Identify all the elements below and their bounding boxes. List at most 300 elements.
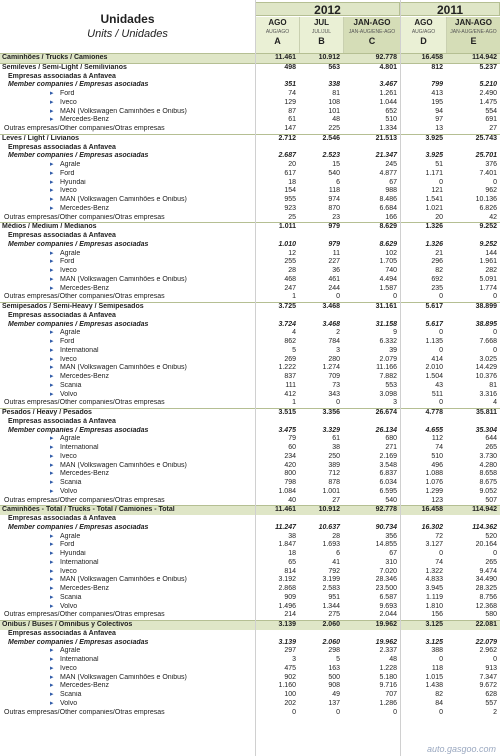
- cell-d: 21: [435, 249, 443, 257]
- cell-e: 35.304: [475, 426, 497, 434]
- table-row: [0, 170, 500, 179]
- cell-b: 227: [328, 258, 340, 266]
- cell-e: 4: [493, 399, 497, 407]
- table-row: [0, 321, 500, 330]
- cell-d: 1.322: [425, 567, 443, 575]
- row-label: Member companies / Empresas asociadas: [8, 240, 149, 248]
- year-2012-header: 2012: [255, 2, 400, 16]
- table-row: [0, 691, 500, 700]
- cell-a: 3.475: [278, 426, 296, 434]
- cell-e: 9.052: [479, 487, 497, 495]
- cell-e: 25.743: [475, 134, 497, 142]
- cell-e: 5.091: [479, 275, 497, 283]
- cell-d: 4.778: [425, 409, 443, 416]
- row-label: Empresas associadas à Anfavea: [8, 629, 116, 637]
- cell-a: 20: [288, 161, 296, 168]
- table-row: [0, 408, 500, 418]
- cell-d: 72: [435, 532, 443, 540]
- cell-e: 7.401: [479, 169, 497, 177]
- cell-b: 792: [328, 567, 340, 575]
- table-row: [0, 665, 500, 674]
- cell-a: 60: [288, 444, 296, 451]
- cell-a: 129: [284, 98, 296, 106]
- cell-d: 0: [439, 329, 443, 337]
- cell-d: 388: [431, 647, 443, 655]
- cell-c: 67: [389, 178, 397, 186]
- table-row: [0, 497, 500, 506]
- cell-c: 9: [393, 329, 397, 337]
- cell-e: 1.475: [479, 98, 497, 106]
- cell-c: 988: [385, 187, 397, 195]
- cell-b: 951: [328, 593, 340, 601]
- cell-e: 0: [493, 346, 497, 354]
- cell-d: 121: [431, 187, 443, 195]
- cell-a: 412: [284, 390, 296, 398]
- cell-b: 3.356: [322, 409, 340, 416]
- row-label: ▸ Agrale: [0, 250, 254, 259]
- table-row: [0, 620, 500, 630]
- column-month: JAN-AGO: [353, 18, 391, 27]
- cell-d: 1.326: [425, 223, 443, 231]
- cell-e: 9.252: [479, 223, 497, 231]
- cell-b: 1.344: [322, 602, 340, 610]
- table-row: [0, 312, 500, 321]
- cell-b: 709: [328, 373, 340, 380]
- cell-c: 39: [389, 346, 397, 354]
- cell-e: 14.429: [475, 364, 497, 372]
- cell-d: 97: [435, 116, 443, 124]
- cell-b: 3: [336, 346, 340, 354]
- column-sub: AUG/AGO: [265, 29, 290, 35]
- cell-b: 1.693: [322, 541, 340, 549]
- cell-c: 2.044: [379, 611, 397, 619]
- cell-a: 74: [288, 90, 296, 97]
- table-row: [0, 81, 500, 90]
- cell-c: 540: [385, 496, 397, 504]
- table-row: [0, 161, 500, 170]
- table-row: [0, 585, 500, 594]
- cell-b: 784: [328, 338, 340, 345]
- cell-b: 389: [328, 461, 340, 469]
- cell-e: 554: [485, 107, 497, 115]
- table-row: [0, 364, 500, 373]
- table-row: [0, 559, 500, 568]
- cell-a: 3.192: [278, 576, 296, 584]
- table-row: [0, 73, 500, 82]
- cell-a: 11.247: [275, 523, 296, 531]
- table-row: [0, 152, 500, 161]
- table-row: [0, 611, 500, 620]
- cell-c: 166: [385, 213, 397, 221]
- cell-e: 282: [485, 267, 497, 274]
- cell-e: 0: [493, 178, 497, 186]
- cell-a: 25: [288, 213, 296, 221]
- table-row: [0, 285, 500, 294]
- cell-c: 26.134: [375, 426, 397, 434]
- row-label: ▸ Volvo: [0, 603, 254, 612]
- cell-b: 878: [328, 479, 340, 486]
- cell-b: 6: [336, 550, 340, 557]
- cell-c: 652: [385, 107, 397, 115]
- row-label: Member companies / Empresas asociadas: [8, 81, 149, 89]
- cell-d: 3.925: [425, 152, 443, 160]
- cell-e: 1.961: [479, 258, 497, 266]
- cell-e: 8.756: [479, 593, 497, 601]
- cell-e: 22.081: [475, 621, 497, 628]
- cell-d: 195: [431, 98, 443, 106]
- row-label: ▸ Ford: [0, 170, 254, 179]
- cell-a: 2.868: [278, 585, 296, 592]
- cell-c: 1.334: [379, 125, 397, 132]
- cell-c: 1.044: [379, 98, 397, 106]
- cell-c: 740: [385, 267, 397, 274]
- cell-b: 563: [328, 63, 340, 71]
- row-label: Leves / Light / Livianos: [2, 134, 80, 142]
- cell-c: 6.684: [379, 204, 397, 212]
- row-label: ▸ Volvo: [0, 391, 254, 400]
- column-sub: JUL/JUL: [311, 29, 332, 35]
- cell-b: 3.329: [322, 426, 340, 434]
- cell-c: 680: [385, 435, 397, 443]
- table-body: [0, 53, 500, 717]
- cell-a: 1: [292, 399, 296, 407]
- table-row: [0, 99, 500, 108]
- cell-b: 250: [328, 452, 340, 460]
- table-row: [0, 382, 500, 391]
- cell-c: 8.629: [379, 240, 397, 248]
- cell-c: 6.332: [379, 338, 397, 345]
- cell-b: 15: [332, 161, 340, 168]
- cell-b: 23: [332, 213, 340, 221]
- cell-a: 247: [284, 284, 296, 292]
- row-label: ▸ Iveco: [0, 356, 254, 365]
- cell-d: 812: [431, 63, 443, 71]
- table-row: [0, 709, 500, 718]
- cell-e: 3.025: [479, 355, 497, 363]
- cell-d: 3.125: [425, 621, 443, 628]
- table-row: [0, 108, 500, 117]
- row-label: Pesados / Heavy / Pesados: [2, 409, 92, 416]
- column-divider: [400, 0, 401, 756]
- cell-a: 798: [284, 479, 296, 486]
- row-label: Empresas associadas à Anfavea: [8, 232, 116, 239]
- row-label: ▸ Volvo: [0, 700, 254, 709]
- cell-d: 1.326: [425, 240, 443, 248]
- cell-a: 3.139: [278, 621, 296, 628]
- cell-b: 28: [332, 532, 340, 540]
- cell-d: 16.302: [421, 523, 443, 531]
- row-label: ▸ Scania: [0, 594, 254, 603]
- watermark: auto.gasgoo.com: [426, 744, 496, 754]
- cell-c: 8.629: [379, 223, 397, 231]
- cell-a: 2.712: [278, 134, 296, 142]
- cell-d: 414: [431, 355, 443, 363]
- table-row: [0, 453, 500, 462]
- row-label: Outras empresas/Other companies/Otras empresas: [4, 611, 165, 619]
- cell-c: 90.734: [375, 523, 397, 531]
- cell-d: 0: [439, 550, 443, 557]
- cell-a: 1.847: [278, 541, 296, 549]
- cell-a: 255: [284, 258, 296, 266]
- row-label: Empresas associadas à Anfavea: [8, 311, 116, 319]
- cell-c: 6.595: [379, 487, 397, 495]
- cell-e: 9.252: [479, 240, 497, 248]
- cell-c: 11.166: [376, 364, 397, 372]
- cell-b: 108: [328, 98, 340, 106]
- cell-c: 3.098: [379, 390, 397, 398]
- cell-c: 310: [385, 558, 397, 566]
- row-label: ▸ Scania: [0, 382, 254, 391]
- cell-b: 1.001: [322, 487, 340, 495]
- cell-e: 10.136: [475, 196, 497, 203]
- row-label: ▸ Iveco: [0, 665, 254, 674]
- cell-d: 296: [431, 258, 443, 266]
- table-row: [0, 639, 500, 648]
- cell-b: 540: [328, 169, 340, 177]
- cell-a: 11.461: [274, 506, 296, 514]
- cell-a: 18: [288, 178, 296, 186]
- column-sub: AUG/AGO: [411, 29, 436, 35]
- row-label: Outras empresas/Other companies/Otras empresas: [4, 399, 165, 407]
- row-label: ▸ Agrale: [0, 647, 254, 656]
- cell-e: 34.490: [475, 576, 497, 584]
- row-label: ▸ Iveco: [0, 99, 254, 108]
- cell-a: 1: [292, 293, 296, 301]
- cell-a: 1.496: [278, 602, 296, 610]
- table-row: [0, 222, 500, 232]
- row-label: ▸ Scania: [0, 691, 254, 700]
- cell-e: 12.368: [475, 602, 497, 610]
- row-label: Semileves / Semi-Light / Semilivianos: [2, 63, 127, 71]
- cell-d: 20: [435, 213, 443, 221]
- cell-e: 507: [485, 496, 497, 504]
- cell-d: 692: [431, 275, 443, 283]
- cell-e: 1.774: [479, 284, 497, 292]
- cell-c: 1.228: [379, 664, 397, 672]
- table-row: [0, 435, 500, 444]
- row-label: ▸ Volvo: [0, 488, 254, 497]
- cell-d: 511: [431, 390, 443, 398]
- cell-e: 0: [493, 550, 497, 557]
- table-row: [0, 329, 500, 338]
- cell-d: 1.504: [425, 373, 443, 380]
- table-header: [0, 0, 500, 53]
- cell-a: 3.139: [278, 638, 296, 646]
- cell-c: 510: [385, 116, 397, 124]
- cell-b: 1.274: [322, 364, 340, 372]
- cell-c: 92.778: [375, 54, 397, 61]
- row-label: Empresas associadas à Anfavea: [8, 515, 116, 522]
- table-row: [0, 196, 500, 205]
- row-label: ▸ Mercedes-Benz: [0, 682, 254, 691]
- cell-c: 3.467: [379, 81, 397, 89]
- cell-b: 338: [328, 81, 340, 89]
- cell-d: 16.458: [421, 54, 443, 61]
- cell-a: 234: [284, 452, 296, 460]
- cell-a: 269: [284, 355, 296, 363]
- cell-c: 6.034: [379, 479, 397, 486]
- cell-d: 112: [431, 435, 443, 443]
- cell-e: 114.942: [472, 54, 497, 61]
- table-row: [0, 90, 500, 99]
- column-divider: [255, 0, 256, 756]
- cell-c: 1.286: [379, 699, 397, 707]
- table-row: [0, 524, 500, 533]
- cell-a: 79: [288, 435, 296, 443]
- cell-b: 48: [332, 116, 340, 124]
- table-row: [0, 391, 500, 400]
- cell-c: 7.882: [379, 373, 397, 380]
- cell-e: 28.325: [475, 585, 497, 592]
- row-label: ▸ Mercedes-Benz: [0, 205, 254, 214]
- column-month: AGO: [414, 18, 433, 27]
- column-letter: B: [318, 36, 325, 46]
- cell-c: 553: [385, 381, 397, 389]
- cell-b: 5: [336, 656, 340, 663]
- cell-e: 557: [485, 699, 497, 707]
- cell-e: 8.675: [479, 479, 497, 486]
- table-row: [0, 505, 500, 515]
- column-header-a: [255, 17, 299, 53]
- table-row: [0, 541, 500, 550]
- cell-e: 144: [485, 249, 497, 257]
- cell-c: 0: [393, 708, 397, 716]
- cell-c: 14.855: [375, 541, 397, 549]
- column-letter: D: [420, 36, 427, 46]
- cell-a: 40: [288, 496, 296, 504]
- row-label: Caminhões - Total / Trucks - Total / Camiones - Total: [2, 506, 175, 514]
- table-row: [0, 338, 500, 347]
- table-row: [0, 550, 500, 559]
- cell-a: 351: [284, 81, 296, 89]
- cell-b: 10.637: [318, 523, 340, 531]
- cell-a: 3.724: [278, 320, 296, 328]
- cell-e: 913: [485, 664, 497, 672]
- row-label: ▸ Iveco: [0, 568, 254, 577]
- cell-e: 962: [485, 187, 497, 195]
- cell-b: 27: [332, 496, 340, 504]
- cell-a: 1.160: [278, 682, 296, 690]
- cell-d: 3.925: [425, 134, 443, 142]
- cell-e: 9.672: [479, 682, 497, 690]
- table-row: [0, 250, 500, 259]
- cell-d: 118: [431, 664, 443, 672]
- units-title: Unidades: [100, 12, 155, 26]
- cell-a: 11.461: [274, 54, 296, 61]
- cell-a: 617: [284, 169, 296, 177]
- cell-c: 5.180: [379, 673, 397, 681]
- row-label: ▸ Agrale: [0, 161, 254, 170]
- cell-a: 1.222: [278, 364, 296, 372]
- cell-c: 1.261: [379, 90, 397, 97]
- units-subtitle: Units / Unidades: [87, 28, 168, 40]
- cell-b: 0: [336, 293, 340, 301]
- table-row: [0, 241, 500, 250]
- table-row: [0, 418, 500, 427]
- cell-c: 4.801: [379, 63, 397, 71]
- cell-d: 16.458: [421, 506, 443, 514]
- cell-a: 111: [285, 381, 296, 389]
- row-label: ▸ Agrale: [0, 533, 254, 542]
- cell-e: 42: [489, 213, 497, 221]
- table-row: [0, 647, 500, 656]
- cell-b: 974: [328, 196, 340, 203]
- cell-a: 297: [284, 647, 296, 655]
- table-row: [0, 656, 500, 665]
- cell-e: 5.237: [479, 63, 497, 71]
- cell-d: 84: [435, 699, 443, 707]
- cell-e: 628: [485, 691, 497, 698]
- table-row: [0, 470, 500, 479]
- cell-e: 2.490: [479, 90, 497, 97]
- cell-d: 5.617: [425, 303, 443, 310]
- table-row: [0, 125, 500, 134]
- cell-c: 23.500: [375, 585, 397, 592]
- row-label: ▸ Hyundai: [0, 179, 254, 188]
- cell-e: 0: [493, 329, 497, 337]
- cell-c: 7.020: [379, 567, 397, 575]
- cell-c: 3.548: [379, 461, 397, 469]
- cell-d: 156: [431, 611, 443, 619]
- cell-e: 5.210: [479, 81, 497, 89]
- table-row: [0, 53, 500, 63]
- row-label: ▸ International: [0, 656, 254, 665]
- row-label: Empresas associadas à Anfavea: [8, 143, 116, 151]
- cell-a: 61: [288, 116, 296, 124]
- cell-d: 2.010: [425, 364, 443, 372]
- table-row: [0, 267, 500, 276]
- cell-a: 814: [284, 567, 296, 575]
- cell-b: 244: [328, 284, 340, 292]
- cell-e: 644: [485, 435, 497, 443]
- row-label: ▸ Mercedes-Benz: [0, 285, 254, 294]
- cell-a: 475: [284, 664, 296, 672]
- row-label: Outras empresas/Other companies/Otras empresas: [4, 293, 165, 301]
- cell-d: 1.438: [425, 682, 443, 690]
- cell-a: 862: [284, 338, 296, 345]
- cell-a: 420: [284, 461, 296, 469]
- row-label: ▸ Ford: [0, 90, 254, 99]
- cell-d: 1.299: [425, 487, 443, 495]
- table-row: [0, 116, 500, 125]
- cell-e: 265: [485, 444, 497, 451]
- table-row: [0, 258, 500, 267]
- cell-e: 22.079: [475, 638, 497, 646]
- cell-a: 3.515: [278, 409, 296, 416]
- row-label: Outras empresas/Other companies/Otras empresas: [4, 125, 165, 132]
- row-label: Outras empresas/Other companies/Otras empresas: [4, 213, 165, 221]
- cell-d: 74: [435, 558, 443, 566]
- cell-d: 3.945: [425, 585, 443, 592]
- row-label: Member companies / Empresas asociadas: [8, 152, 149, 160]
- row-label: ▸ Mercedes-Benz: [0, 373, 254, 382]
- row-label: ▸ International: [0, 444, 254, 453]
- cell-b: 38: [332, 444, 340, 451]
- cell-d: 1.810: [425, 602, 443, 610]
- cell-a: 498: [284, 63, 296, 71]
- cell-b: 118: [328, 187, 340, 195]
- cell-a: 468: [284, 275, 296, 283]
- cell-e: 114.942: [472, 506, 497, 514]
- cell-d: 413: [431, 90, 443, 97]
- cell-b: 0: [336, 399, 340, 407]
- cell-c: 6.837: [379, 470, 397, 478]
- table-row: [0, 276, 500, 285]
- cell-e: 691: [485, 116, 497, 124]
- cell-c: 26.674: [375, 409, 397, 416]
- cell-b: 3.468: [322, 303, 340, 310]
- column-header-c: [343, 17, 400, 53]
